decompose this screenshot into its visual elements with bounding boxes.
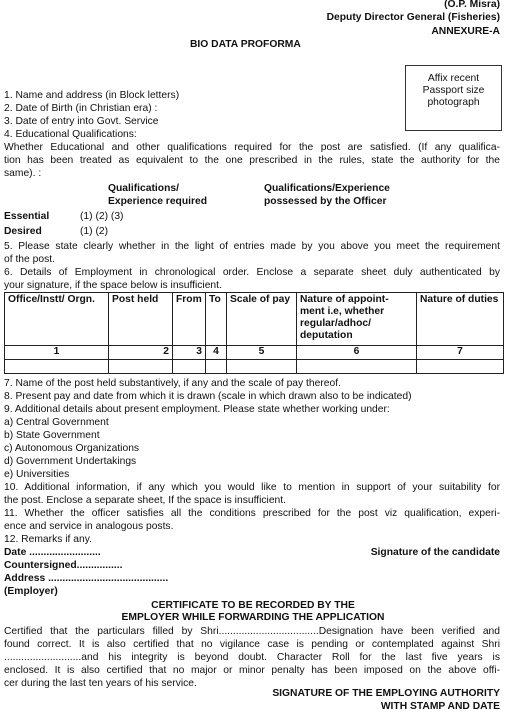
item-10-line: the post. Enclose a separate sheet, If the space is insufficient. [4, 495, 286, 506]
item-3: 3. Date of entry into Govt. Service [4, 116, 159, 127]
item-9-option: a) Central Government [4, 417, 109, 428]
certificate-title: CERTIFICATE TO BE RECORDED BY THE [151, 600, 355, 611]
table-cell[interactable] [5, 360, 109, 374]
item-11-line: ence and service in analogous posts. [4, 521, 174, 532]
item-7: 7. Name of the post held substantively, if any and the scale of pay thereof. [4, 378, 341, 389]
essential-label: Essential [4, 211, 50, 222]
item-11-line: 11. Whether the officer satisfies all the conditions prescribed for the post viz qualification, experi- [4, 508, 500, 519]
table-header-cell: Scale of pay [227, 293, 297, 346]
certificate-title: EMPLOYER WHILE FORWARDING THE APPLICATION [121, 612, 385, 623]
certificate-text-line: Certified that the particulars filled by Shri...................................Designation have been verified and [4, 626, 500, 637]
table-number-cell: 6 [297, 346, 417, 360]
table-number-row [5, 346, 504, 360]
table-number-cell: 7 [417, 346, 504, 360]
qualifications-required-heading: Qualifications/ [108, 183, 179, 194]
item-9: 9. Additional details about present employment. Please state whether working under: [4, 404, 390, 415]
photo-box-line: photograph [427, 97, 480, 108]
photo-box-line: Affix recent [427, 73, 480, 84]
qualifications-required-heading: Experience required [108, 196, 208, 207]
table-header-row [5, 293, 504, 346]
page-title: BIO DATA PROFORMA [190, 39, 301, 50]
certificate-text-line: ...........................and his integrity is beyond doubt. Character Roll for the last five years is [4, 652, 500, 663]
item-6-line: 6. Details of Employment in chronological order. Enclose a separate sheet duly authenticated by [4, 267, 500, 278]
address-field: Address .......................................... [4, 573, 169, 584]
table-cell[interactable] [109, 360, 173, 374]
employing-authority-signature: SIGNATURE OF THE EMPLOYING AUTHORITY [272, 688, 500, 699]
item-1: 1. Name and address (in Block letters) [4, 90, 180, 101]
table-header-cell: Nature of duties [417, 293, 504, 346]
table-header-cell: To [206, 293, 227, 346]
essential-value: (1) (2) (3) [80, 211, 124, 222]
item-9-option: c) Autonomous Organizations [4, 443, 140, 454]
certificate-text-line: found correct. It is also certified that no vigilance case is pending or contemplated against Shri [4, 639, 500, 650]
table-header-cell: Post held [109, 293, 173, 346]
table-row [5, 360, 504, 374]
item-9-option: b) State Government [4, 430, 100, 441]
item-4-text-line: same). : [4, 168, 42, 179]
employing-authority-stamp: WITH STAMP AND DATE [380, 701, 500, 712]
desired-value: (1) (2) [80, 226, 109, 237]
item-8: 8. Present pay and date from which it is drawn (scale in which drawn also to be indicated) [4, 391, 412, 402]
countersigned-field: Countersigned................ [4, 560, 123, 571]
certificate-text-line: enclosed. It is also certified that no major or minor penalty has been imposed on the above offi- [4, 665, 500, 676]
item-5-line: 5. Please state clearly whether in the light of entries made by you above you meet the requirement [4, 241, 500, 252]
table-cell[interactable] [227, 360, 297, 374]
qualifications-possessed-heading: possessed by the Officer [264, 196, 387, 207]
qualifications-possessed-heading: Qualifications/Experience [264, 183, 390, 194]
candidate-signature-label: Signature of the candidate [370, 547, 500, 558]
item-4: 4. Educational Qualifications: [4, 129, 137, 140]
item-2: 2. Date of Birth (in Christian era) : [4, 103, 158, 114]
officer-designation: Deputy Director General (Fisheries) [326, 12, 500, 23]
employment-table [4, 292, 504, 374]
item-12: 12. Remarks if any. [4, 534, 92, 545]
item-10-line: 10. Additional information, if any which you would like to mention in support of your suitability for [4, 482, 500, 493]
table-number-cell: 1 [5, 346, 109, 360]
annexure-label: ANNEXURE-A [431, 26, 500, 37]
table-header-cell: From [173, 293, 206, 346]
item-4-text-line: tion has been treated as equivalent to the one prescribed in the rules, state the authority for the [4, 155, 500, 166]
officer-name: (O.P. Misra) [444, 0, 500, 10]
table-cell[interactable] [417, 360, 504, 374]
item-4-text-line: Whether Educational and other qualifications required for the post are satisfied. (If any qualifica- [4, 142, 500, 153]
item-9-option: e) Universities [4, 469, 70, 480]
desired-label: Desired [4, 226, 42, 237]
employer-label: (Employer) [4, 586, 58, 597]
date-field: Date ......................... [4, 547, 101, 558]
item-5-line: of the post. [4, 254, 55, 265]
photo-box-line: Passport size [422, 85, 485, 96]
table-cell[interactable] [297, 360, 417, 374]
item-9-option: d) Government Undertakings [4, 456, 137, 467]
table-number-cell: 3 [173, 346, 206, 360]
table-number-cell: 5 [227, 346, 297, 360]
table-number-cell: 2 [109, 346, 173, 360]
table-header-cell: Nature of appoint-ment i.e, whether regular/adhoc/ deputation [297, 293, 417, 346]
table-cell[interactable] [173, 360, 206, 374]
table-cell[interactable] [206, 360, 227, 374]
certificate-text-line: cer during the last ten years of his service. [4, 678, 197, 689]
photo-box [405, 65, 502, 131]
item-6-line: your signature, if the space below is insufficient. [4, 280, 222, 291]
table-number-cell: 4 [206, 346, 227, 360]
table-header-cell: Office/Instt/ Orgn. [5, 293, 109, 346]
